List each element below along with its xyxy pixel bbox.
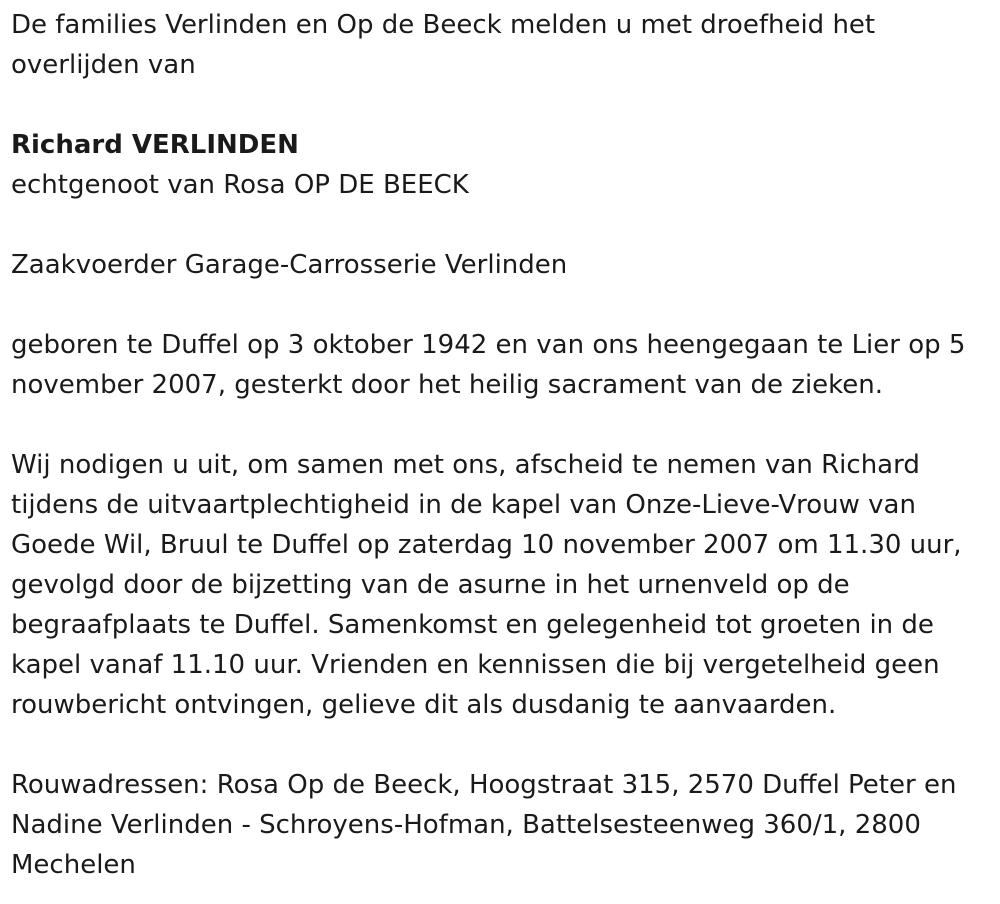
spacer — [11, 85, 991, 125]
invitation-line: Wij nodigen u uit, om samen met ons, afscheid te nemen van Richard — [11, 450, 920, 480]
address-line: Rouwadressen: Rosa Op de Beeck, Hoogstraat 315, 2570 Duffel Peter en — [11, 770, 957, 800]
spacer — [11, 285, 991, 325]
address-paragraph — [11, 765, 991, 885]
address-line: Mechelen — [11, 850, 136, 880]
invitation-line: rouwbericht ontvingen, gelieve dit als dusdanig te aanvaarden. — [11, 690, 837, 720]
spouse-line: echtgenoot van Rosa OP DE BEECK — [11, 170, 469, 200]
occupation-line: Zaakvoerder Garage-Carrosserie Verlinden — [11, 250, 568, 280]
invitation-paragraph — [11, 445, 991, 725]
intro-line: De families Verlinden en Op de Beeck melden u met droefheid het — [11, 10, 876, 40]
death-notice — [11, 5, 991, 885]
birth-line: november 2007, gesterkt door het heilig sacrament van de zieken. — [11, 370, 884, 400]
invitation-line: Goede Wil, Bruul te Duffel op zaterdag 10 november 2007 om 11.30 uur, — [11, 530, 962, 560]
invitation-line: gevolgd door de bijzetting van de asurne in het urnenveld op de — [11, 570, 850, 600]
birth-line: geboren te Duffel op 3 oktober 1942 en van ons heengegaan te Lier op 5 — [11, 330, 966, 360]
deceased-name: Richard VERLINDEN — [11, 130, 299, 160]
spacer — [11, 205, 991, 245]
invitation-line: tijdens de uitvaartplechtigheid in de kapel van Onze-Lieve-Vrouw van — [11, 490, 916, 520]
spacer — [11, 725, 991, 765]
address-line: Nadine Verlinden - Schroyens-Hofman, Battelsesteenweg 360/1, 2800 — [11, 810, 921, 840]
invitation-line: kapel vanaf 11.10 uur. Vrienden en kennissen die bij vergetelheid geen — [11, 650, 940, 680]
birth-death-paragraph — [11, 325, 991, 405]
spacer — [11, 405, 991, 445]
intro-paragraph — [11, 5, 991, 85]
intro-line: overlijden van — [11, 50, 196, 80]
invitation-line: begraafplaats te Duffel. Samenkomst en gelegenheid tot groeten in de — [11, 610, 934, 640]
